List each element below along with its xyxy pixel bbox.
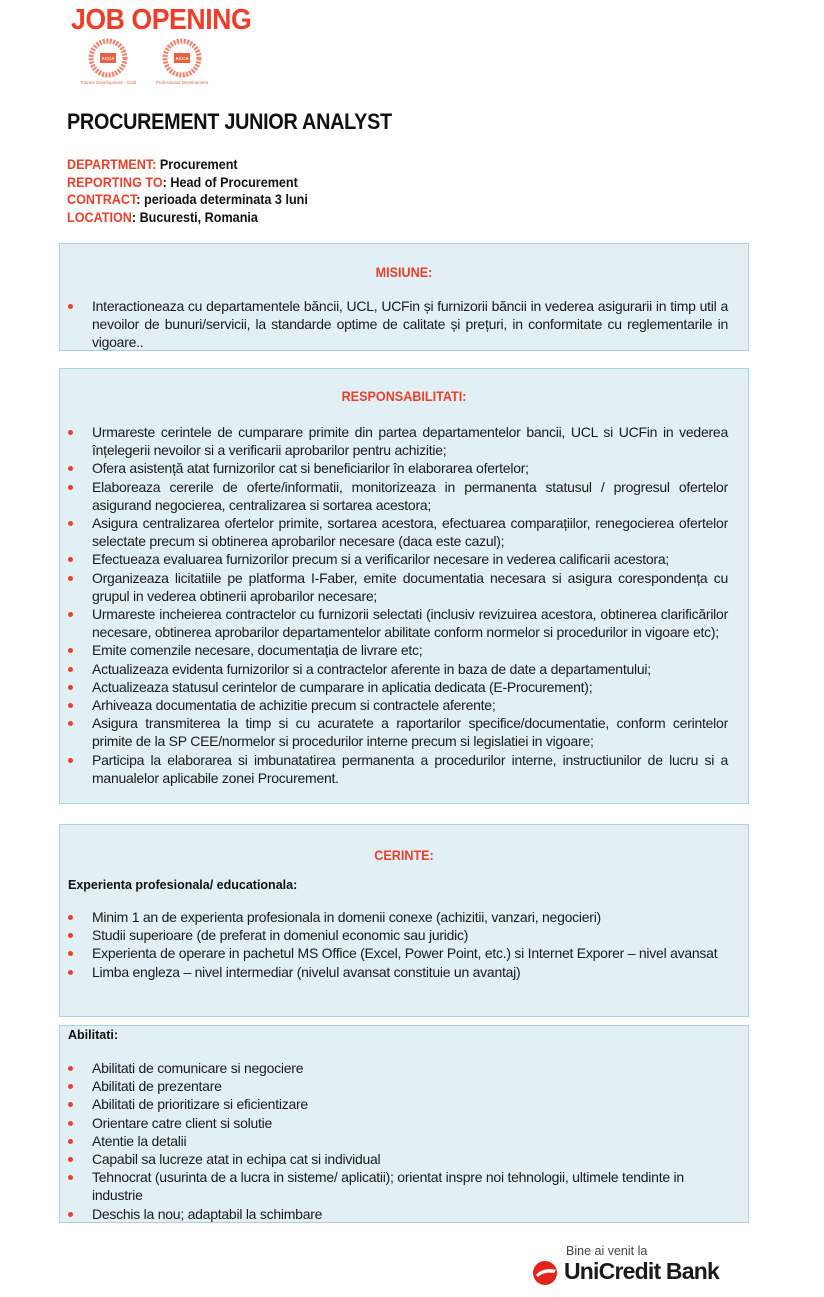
section-heading: CERINTE: — [374, 847, 434, 863]
bullet-icon — [68, 1066, 73, 1071]
acca-badge-icon — [88, 38, 128, 78]
bullet-icon — [68, 466, 73, 471]
list-item: Efectueaza evaluarea furnizorilor precum si a verificarilor necesare in vederea calificarii acestora; — [60, 550, 748, 568]
unicredit-mark-icon — [532, 1260, 560, 1286]
list-item: Elaboreaza cererile de oferte/informatii, monitorizeaza in permanenta statusul / progresul ofertelor asigurand negocierea, centralizarea si sortarea acestora; — [60, 478, 748, 514]
list-item: Minim 1 an de experienta profesionala in domenii conexe (achizitii, vanzari, negocieri) — [60, 908, 748, 926]
unicredit-logo — [532, 1244, 732, 1289]
list-item: Deschis la nou; adaptabil la schimbare — [60, 1205, 748, 1223]
footer-tagline: Bine ai venit la — [566, 1244, 648, 1258]
bullet-icon — [68, 915, 73, 920]
list-item: Capabil sa lucreze atat in echipa cat si individual — [60, 1150, 748, 1168]
meta-label: CONTRACT — [67, 191, 137, 207]
bullet-icon — [68, 1139, 73, 1144]
svg-text:ACCA: ACCA — [175, 56, 189, 61]
section-subheading: Abilitati: — [68, 1028, 118, 1042]
footer-brand: UniCredit Bank — [564, 1258, 719, 1284]
bullet-icon — [68, 1157, 73, 1162]
bullet-icon — [68, 304, 73, 309]
meta-location — [67, 209, 308, 227]
list-item: Actualizeaza statusul cerintelor de cumparare in aplicatia dedicata (E-Procurement); — [60, 678, 748, 696]
bullet-icon — [68, 521, 73, 526]
bullet-icon — [68, 1102, 73, 1107]
bullet-icon — [68, 1121, 73, 1126]
list-item: Ofera asistență atat furnizorilor cat si beneficiarilor în elaborarea ofertelor; — [60, 459, 748, 477]
bullet-icon — [68, 1084, 73, 1089]
list-item: Interactioneaza cu departamentele băncii, UCL, UCFin și furnizorii băncii in vederea asigurarii in timp util a nevoilor de bunuri/servicii, la standarde optime de calitate și prețuri, in conformitate cu reglementarile in vigoare.. — [60, 297, 748, 352]
section-responsabilitati — [59, 368, 749, 804]
list-item: Abilitati de comunicare si negociere — [60, 1059, 748, 1077]
list-item: Urmareste incheierea contractelor cu furnizorii selectati (inclusiv revizuirea acestora, obtinerea clarificărilor necesare, obtinerea aprobarilor departamentelor abilitate conform normelor si procedurilor in vigoare etc); — [60, 605, 748, 641]
acca-approved-employer-badge-trainee — [76, 38, 140, 85]
list-item: Organizeaza licitatiile pe platforma I-Faber, emite documentatia necesara si asigura corespondența cu grupul in vederea obtinerii aprobarilor necesare; — [60, 569, 748, 605]
job-meta — [67, 156, 335, 226]
list-item: Orientare catre client si solutie — [60, 1114, 748, 1132]
badge-caption: Professional Development — [155, 80, 209, 85]
bullet-icon — [68, 933, 73, 938]
bullet-icon — [68, 721, 73, 726]
meta-value: Procurement — [156, 156, 238, 172]
bullet-icon — [68, 970, 73, 975]
list-item: Participa la elaborarea si imbunatatirea permanenta a procedurilor interne, instructiunilor de lucru si a manualelor aplicabile zonei Procurement. — [60, 751, 748, 787]
cerinte-list — [60, 908, 748, 981]
section-abilitati — [59, 1025, 749, 1223]
bullet-icon — [68, 576, 73, 581]
list-item: Abilitati de prioritizare si eficientizare — [60, 1095, 748, 1113]
bullet-icon — [68, 1212, 73, 1217]
bullet-icon — [68, 612, 73, 617]
bullet-icon — [68, 758, 73, 763]
section-cerinte — [59, 824, 749, 1017]
meta-label: LOCATION — [67, 208, 132, 225]
bullet-icon — [68, 430, 73, 435]
list-item: Asigura transmiterea la timp si cu acuratete a raportarilor specifice/documentatie, conform cerintelor primite de la SP CEE/normelor si procedurilor interne precum si legislatiei in vigoare; — [60, 714, 748, 750]
bullet-icon — [68, 1175, 73, 1180]
abilitati-list — [60, 1059, 748, 1223]
bullet-icon — [68, 485, 73, 490]
list-item: Arhiveaza documentatia de achizitie precum si contractele aferente; — [60, 696, 748, 714]
svg-text:ACCA: ACCA — [101, 56, 115, 61]
bullet-icon — [68, 951, 73, 956]
list-item: Limba engleza – nivel intermediar (nivelul avansat constituie un avantaj) — [60, 963, 748, 981]
list-item: Experienta de operare in pachetul MS Office (Excel, Power Point, etc.) si Internet Exporer – nivel avansat — [60, 944, 748, 962]
acca-approved-employer-badge-professional — [150, 38, 214, 85]
meta-reporting-to — [67, 174, 308, 192]
job-title: PROCUREMENT JUNIOR ANALYST — [67, 109, 392, 134]
job-opening-heading: JOB OPENING — [71, 4, 252, 36]
list-item: Asigura centralizarea ofertelor primite, sortarea acestora, efectuarea comparațiilor, renegocierea ofertelor selectate precum si obtinerea aprobarilor necesare (daca este cazul); — [60, 514, 748, 550]
list-item: Emite comenzile necesare, documentația de livrare etc; — [60, 641, 748, 659]
section-heading: MISIUNE: — [375, 264, 433, 280]
list-item: Atentie la detalii — [60, 1132, 748, 1150]
responsabilitati-list — [60, 423, 748, 787]
list-item: Studii superioare (de preferat in domeniul economic sau juridic) — [60, 926, 748, 944]
list-item: Abilitati de prezentare — [60, 1077, 748, 1095]
bullet-icon — [68, 648, 73, 653]
bullet-icon — [68, 685, 73, 690]
badge-caption: Trainee Development - Gold — [79, 80, 137, 85]
bullet-icon — [68, 703, 73, 708]
acca-badges — [76, 38, 214, 85]
list-item: Tehnocrat (usurinta de a lucra in sisteme/ aplicatii); orientat inspre noi tehnologii, ultimele tendinte in industrie — [60, 1168, 748, 1204]
section-subheading: Experienta profesionala/ educationala: — [68, 878, 298, 892]
section-misiune — [59, 243, 749, 351]
list-item: Urmareste cerintele de cumparare primite din partea departamentelor bancii, UCL si UCFin in vederea înțelegerii nevoilor si a verificarii aprobarilor pentru achizitie; — [60, 423, 748, 459]
bullet-icon — [68, 667, 73, 672]
meta-value: : perioada determinata 3 luni — [136, 191, 308, 207]
acca-badge-icon — [162, 38, 202, 78]
meta-department — [67, 156, 308, 174]
meta-value: : Head of Procurement — [162, 173, 298, 190]
meta-label: REPORTING TO — [67, 173, 163, 190]
list-item: Actualizeaza evidenta furnizorilor si a contractelor aferente in baza de date a departamentului; — [60, 660, 748, 678]
section-heading: RESPONSABILITATI: — [341, 388, 467, 404]
misiune-list — [60, 297, 748, 352]
meta-label: DEPARTMENT: — [67, 156, 157, 172]
bullet-icon — [68, 557, 73, 562]
meta-value: : Bucuresti, Romania — [131, 208, 258, 225]
meta-contract — [67, 191, 308, 209]
